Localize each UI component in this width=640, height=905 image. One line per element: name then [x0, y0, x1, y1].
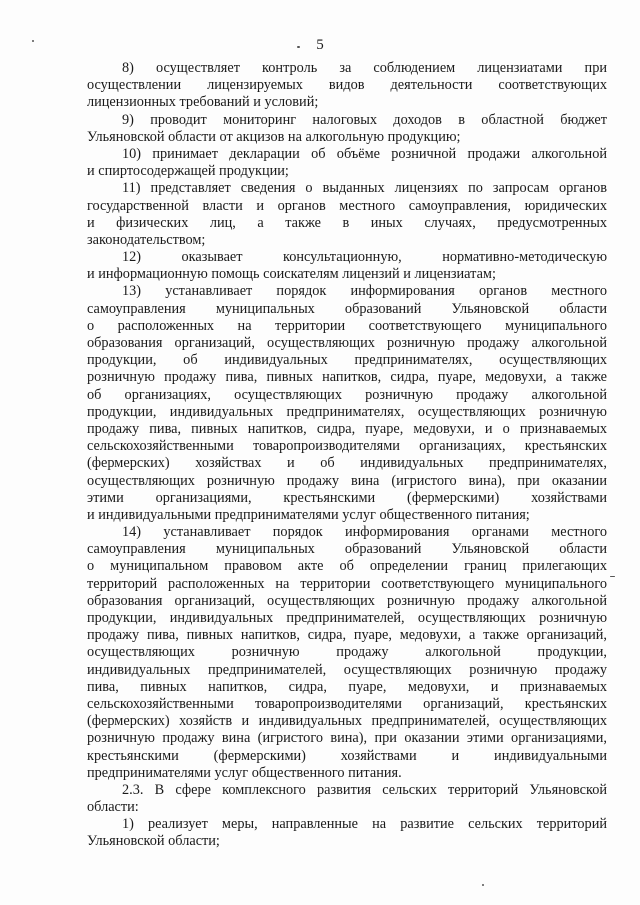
text-line: крестьянскими (фермерскими) хозяйствами и индивидуальными: [87, 747, 607, 764]
text-line: продажу пива, пивных напитков, сидра, пуаре, медовухи, а также организаций,: [87, 627, 607, 644]
text-line: государственной власти и органов местного самоуправления, юридических: [87, 197, 607, 214]
text-line: 1) реализует меры, направленные на развитие сельских территорий: [122, 816, 607, 833]
scan-speck: [32, 40, 34, 42]
text-line: об организациях, осуществляющих розничную продажу алкогольной: [87, 386, 607, 403]
text-line: осуществляющих розничную продажу вина (игристого вина), при оказании: [87, 472, 607, 489]
text-line: и физических лиц, а также в иных случаях, предусмотренных: [87, 214, 607, 231]
text-line: 14) устанавливает порядок информирования органами местного: [122, 524, 607, 541]
text-line: розничную продажу вина (игристого вина), при оказании этими организациями,: [87, 730, 607, 747]
text-line: осуществлении лицензируемых видов деятельности соответствующих: [87, 77, 607, 94]
text-line: сельскохозяйственными товаропроизводителями организациях, крестьянских: [87, 438, 607, 455]
text-line: осуществляющих розничную продажу алкогольной продукции,: [87, 644, 607, 661]
text-line: самоуправления муниципальных образований Ульяновской области: [87, 300, 607, 317]
text-line: Ульяновской области;: [87, 833, 220, 850]
text-line: области:: [87, 799, 139, 816]
text-line: о муниципальном правовом акте об определении границ прилегающих: [87, 558, 607, 575]
text-line: сельскохозяйственными товаропроизводителями организаций, крестьянских: [87, 695, 607, 712]
text-line: Ульяновской области от акцизов на алкогольную продукцию;: [87, 128, 461, 145]
text-line: (фермерских) хозяйствах и об индивидуальных предпринимателях,: [87, 455, 607, 472]
text-line: и спиртосодержащей продукции;: [87, 163, 289, 180]
text-line: территорий расположенных на территории соответствующего муниципального: [87, 575, 607, 592]
text-line: 8) осуществляет контроль за соблюдением лицензиатами при: [122, 60, 607, 76]
text-line: предпринимателями услуг общественного питания.: [87, 764, 402, 781]
text-line: 13) устанавливает порядок информирования органов местного: [122, 283, 607, 300]
text-line: 2.3. В сфере комплексного развития сельских территорий Ульяновской: [122, 781, 607, 798]
text-line: законодательством;: [87, 231, 206, 248]
text-line: индивидуальных предпринимателей, осуществляющих розничную продажу: [87, 661, 607, 678]
document-body: [87, 60, 607, 851]
text-line: (фермерских) хозяйств и индивидуальных предпринимателей, осуществляющих: [87, 713, 607, 730]
page-number: 5: [316, 37, 324, 53]
text-line: лицензионных требований и условий;: [87, 94, 319, 111]
text-line: продажу пива, пивных напитков, сидра, пуаре, медовухи, и о признаваемых: [87, 420, 607, 437]
text-line: и индивидуальными предпринимателями услуг общественного питания;: [87, 506, 530, 523]
text-line: 9) проводит мониторинг налоговых доходов в областной бюджет: [122, 111, 607, 128]
text-line: 12) оказывает консультационную, нормативно-методическую: [122, 249, 607, 266]
text-line: самоуправления муниципальных образований Ульяновской области: [87, 541, 607, 558]
text-line: продукции, индивидуальных предпринимателей, осуществляющих розничную: [87, 610, 607, 626]
text-line: о расположенных на территории соответствующего муниципального: [87, 317, 607, 334]
scan-speck: [610, 576, 615, 577]
text-line: продукции, об индивидуальных предпринимателях, осуществляющих: [87, 352, 607, 369]
text-line: 10) принимает декларации об объёме розничной продажи алкогольной: [122, 145, 607, 162]
text-line: этими организациями, крестьянскими (фермерскими) хозяйствами: [87, 489, 607, 506]
text-line: образования организаций, осуществляющих розничную продажу алкогольной: [87, 335, 607, 351]
scan-speck: [482, 884, 484, 886]
text-line: 11) представляет сведения о выданных лицензиях по запросам органов: [122, 180, 607, 197]
text-line: образования организаций, осуществляющих розничную продажу алкогольной: [87, 592, 607, 609]
text-line: и информационную помощь соискателям лицензий и лицензиатам;: [87, 266, 496, 283]
text-line: розничную продажу пива, пивных напитков, сидра, пуаре, медовухи, а также: [87, 369, 607, 386]
scan-speck: [297, 46, 300, 48]
text-line: пива, пивных напитков, сидра, пуаре, медовухи, и признаваемых: [87, 678, 607, 695]
text-line: продукции, индивидуальных предпринимателях, осуществляющих розничную: [87, 403, 607, 420]
